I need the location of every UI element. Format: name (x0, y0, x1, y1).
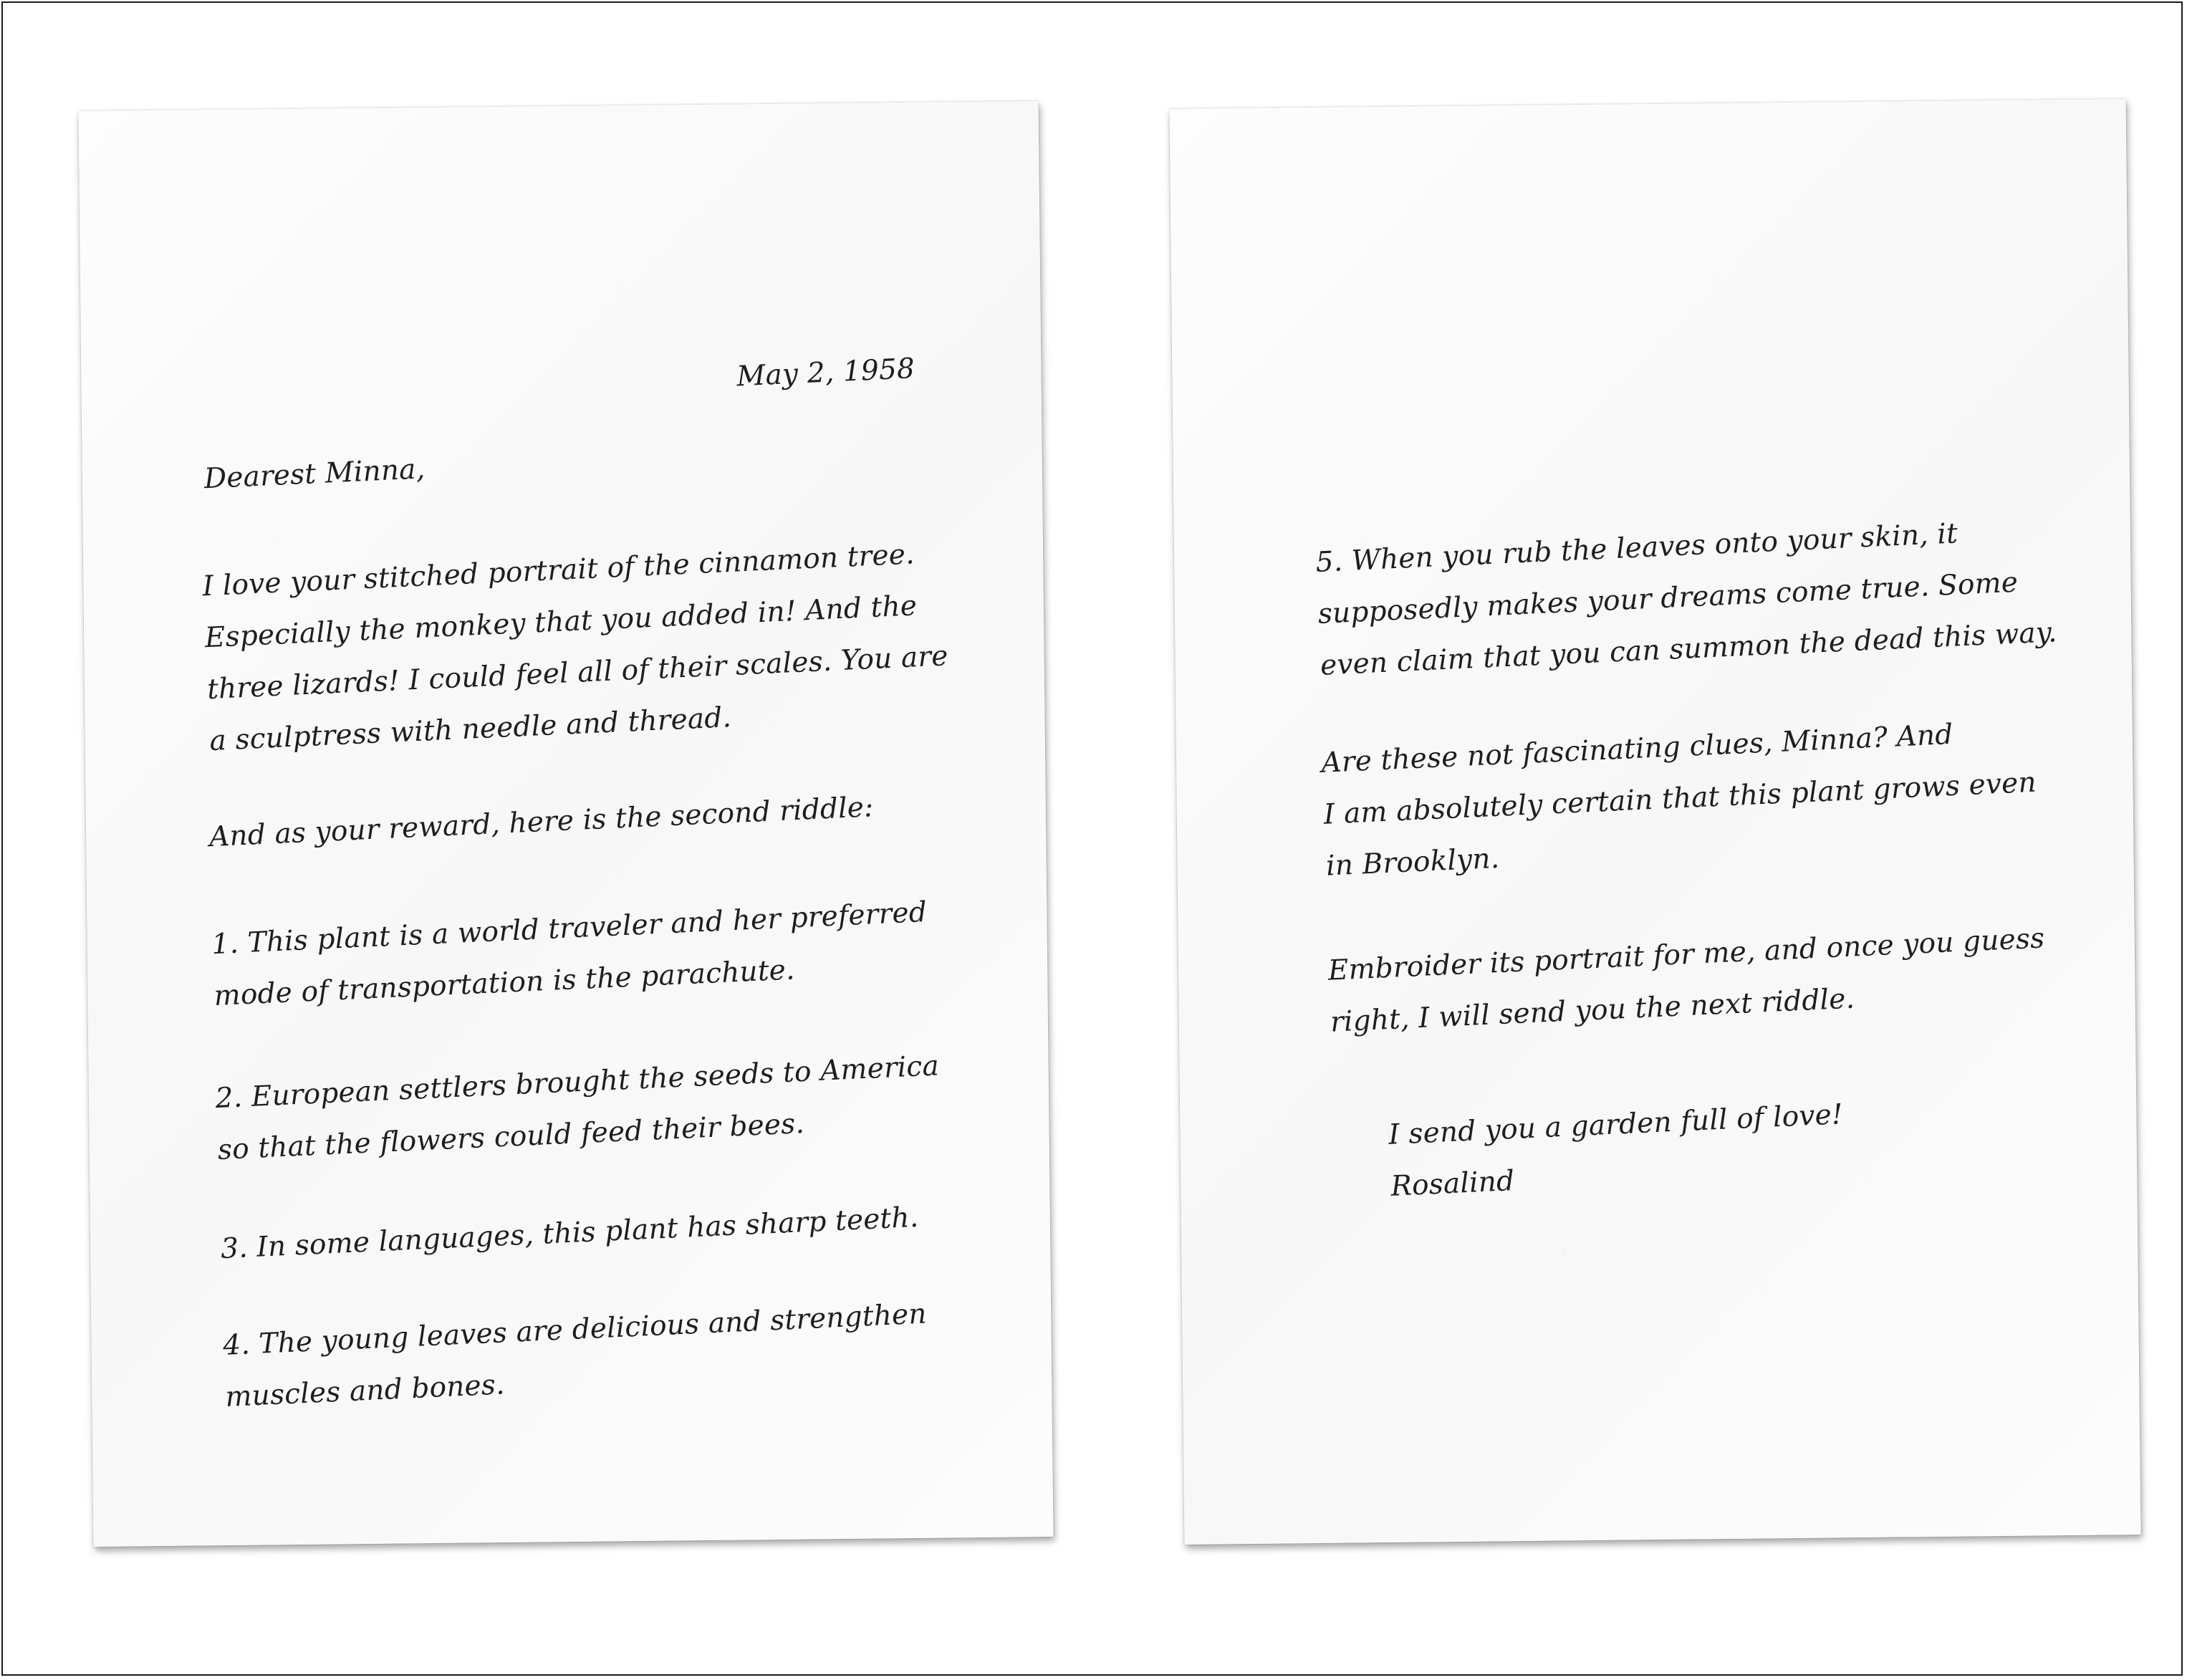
text-line: Especially the monkey that you added in! And the (203, 590, 918, 655)
text-line: supposedly makes your dreams come true. Some (1317, 566, 2019, 630)
letter-date: May 2, 1958 (736, 352, 915, 393)
letter-page-right (1170, 99, 2141, 1545)
text-line: three lizards! I could feel all of their scales. You are (206, 640, 949, 706)
paragraph-plant-location (1320, 706, 2040, 893)
clue-3: 3. In some languages, this plant has sharp teeth. (220, 1201, 920, 1266)
text-line: I am absolutely certain that this plant grows even (1322, 766, 2037, 831)
text-line: muscles and bones. (224, 1368, 506, 1413)
text-line: a sculptress with needle and thread. (208, 701, 732, 758)
text-line: I love your stitched portrait of the cinnamon tree. (201, 538, 915, 603)
closing-line: I send you a garden full of love! (1388, 1098, 1844, 1151)
paragraph-riddle-intro: And as your reward, here is the second riddle: (208, 791, 875, 854)
text-line: 2. European settlers brought the seeds to America (214, 1050, 940, 1115)
text-line: Embroider its portrait for me, and once you guess (1327, 922, 2046, 987)
text-line: in Brooklyn. (1325, 842, 1501, 883)
text-line: so that the flowers could feed their bees. (216, 1107, 805, 1167)
letter-closing (1388, 1089, 1847, 1213)
text-line: 1. This plant is a world traveler and her preferred (211, 896, 928, 961)
text-line: mode of transportation is the parachute. (213, 954, 796, 1013)
letter-page-left (79, 101, 1054, 1547)
letter-signature: Rosalind (1390, 1165, 1516, 1203)
letter-salutation: Dearest Minna, (203, 453, 426, 496)
paragraph-embroider-request (1327, 913, 2048, 1048)
text-line: even claim that you can summon the dead this way. (1320, 616, 2058, 682)
clue-2 (214, 1040, 943, 1176)
clue-4 (222, 1289, 931, 1424)
text-line: 4. The young leaves are delicious and strengthen (222, 1297, 928, 1363)
paragraph-intro (201, 527, 951, 767)
text-line: 5. When you rub the leaves onto your skin, it (1314, 517, 1958, 579)
clue-5 (1314, 504, 2058, 691)
text-line: right, I will send you the next riddle. (1330, 982, 1856, 1039)
clue-1 (211, 887, 931, 1022)
text-line: Are these not fascinating clues, Minna? And (1320, 718, 1954, 779)
